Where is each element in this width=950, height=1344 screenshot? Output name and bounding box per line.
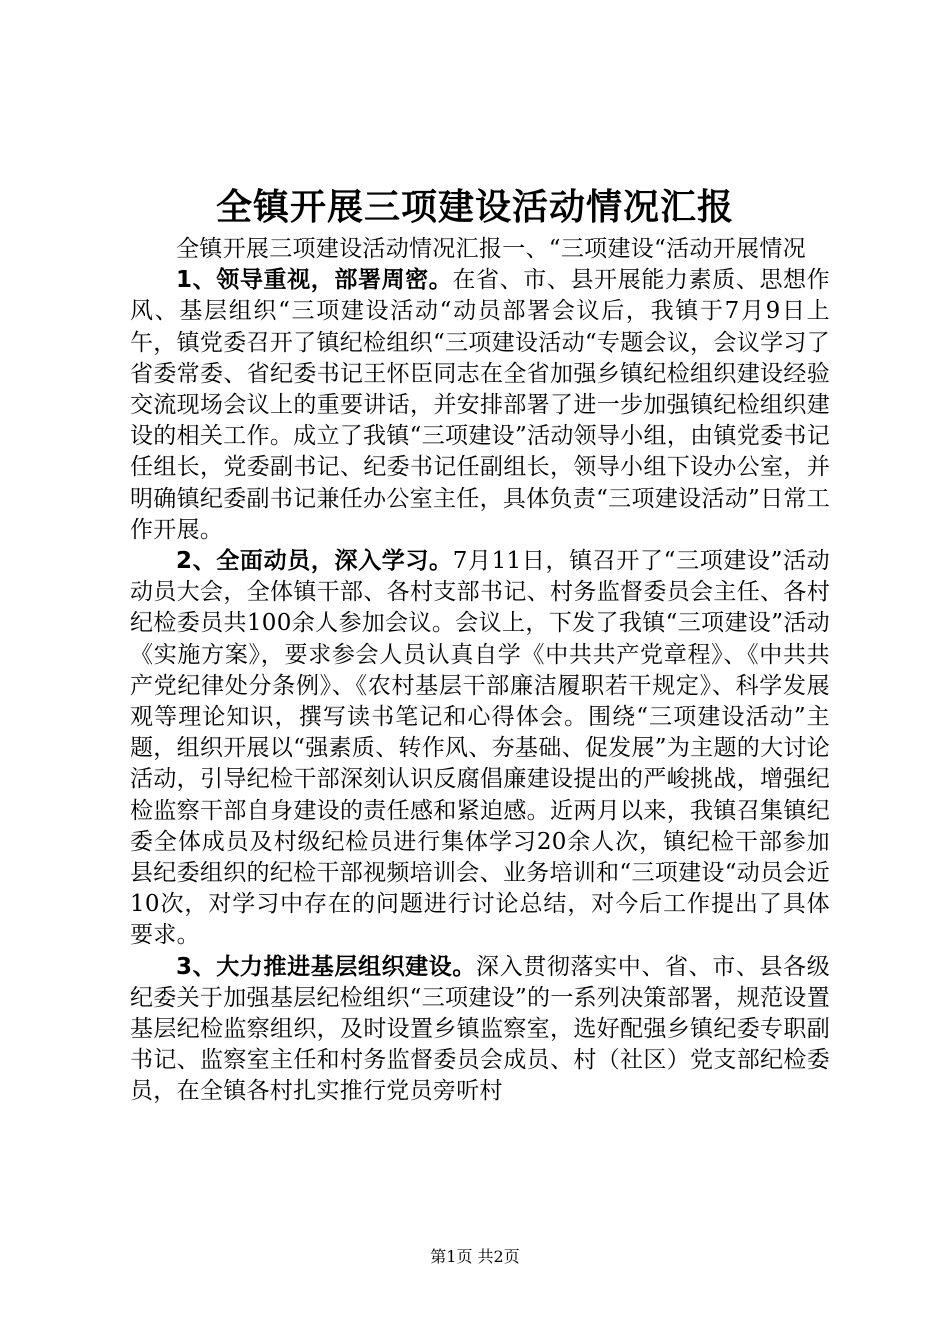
paragraph-text: 7月11日，镇召开了“三项建设”活动动员大会，全体镇干部、各村支部书记、村务监督委员会主任、各村纪检委员共100余人参加会议。会议上，下发了我镇“三项建设”活动《实施方案》，要求参会人员认真自学《中共共产党章程》、《中共共产党纪律处分条例》、《农村基层干部廉洁履职若干规定》、科学发展观等理论知识，撰写读书笔记和心得体会。围绕“三项建设活动”主题，组织开展以“强素质、转作风、夯基础、促发展”为主题的大讨论活动，引导纪检干部深刻认识反腐倡廉建设提出的严峻挑战，增强纪检监察干部自身建设的责任感和紧迫感。近两月以来，我镇召集镇纪委全体成员及村级纪检员进行集体学习20余人次，镇纪检干部参加县纪委组织的纪检干部视频培训会、业务培训和“三项建设“动员会近10次，对学习中存在的问题进行讨论总结，对今后工作提出了具体要求。 [130,548,830,949]
paragraph-intro [130,234,830,265]
paragraph-section-2 [130,546,830,952]
document-title: 全镇开展三项建设活动情况汇报 [215,187,734,228]
paragraph-text: 深入贯彻落实中、省、市、县各级纪委关于加强基层纪检组织“三项建设”的一系列决策部署，规范设置基层纪检监察组织，及时设置乡镇监察室，选好配强乡镇纪委专职副书记、监察室主任和村务监督委员会成员、村（社区）党支部纪检委员，在全镇各村扎实推行党员旁听村 [130,953,831,1105]
paragraph-section-1 [130,265,830,546]
document-body [130,234,830,1108]
paragraph-lead: 2、全面动员，深入学习。 [176,548,453,575]
paragraph-text: 全镇开展三项建设活动情况汇报一、“三项建设“活动开展情况 [176,236,806,262]
paragraph-section-3 [130,952,830,1108]
paragraph-lead: 3、大力推进基层组织建设。 [176,953,477,980]
paragraph-text: 在省、市、县开展能力素质、思想作风、基层组织“三项建设活动“动员部署会议后，我镇于7月9日上午，镇党委召开了镇纪检组织“三项建设活动“专题会议，会议学习了省委常委、省纪委书记王怀臣同志在全省加强乡镇纪检组织建设经验交流现场会议上的重要讲话，并安排部署了进一步加强镇纪检组织建设的相关工作。成立了我镇“三项建设”活动领导小组，由镇党委书记任组长，党委副书记、纪委书记任副组长，领导小组下设办公室，并明确镇纪委副书记兼任办公室主任，具体负责“三项建设活动”日常工作开展。 [130,267,830,543]
page-footer: 第1页 共2页 [430,1247,520,1266]
paragraph-lead: 1、领导重视，部署周密。 [176,267,453,294]
